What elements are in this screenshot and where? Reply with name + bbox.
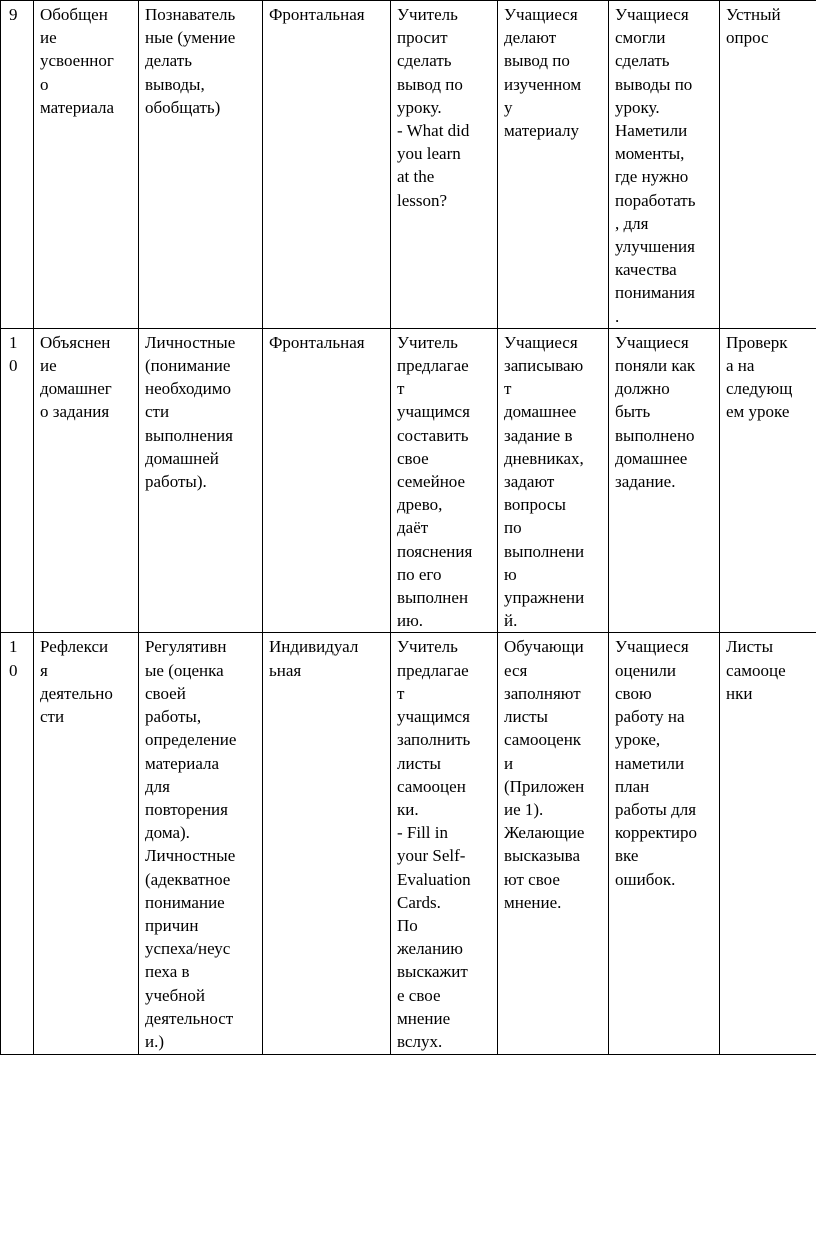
- cell-text-line: листы: [504, 707, 548, 727]
- cell-text-line: сделать: [615, 51, 670, 71]
- cell-text-line: вывод по: [504, 51, 570, 71]
- cell-text-line: й.: [504, 611, 518, 631]
- cell-text-line: your Self-: [397, 846, 466, 866]
- cell-text-line: материала: [145, 753, 220, 773]
- cell-text-line: По: [397, 915, 418, 935]
- cell-text-line: задание.: [615, 472, 676, 492]
- cell-text-line: понимание: [145, 892, 225, 912]
- cell-text-line: предлагае: [397, 660, 469, 680]
- cell-text-line: дома).: [145, 823, 190, 843]
- cell-text-line: Обобщен: [40, 5, 108, 24]
- cell-text-line: ьная: [269, 660, 302, 680]
- teacher-activity-cell: [391, 1, 498, 329]
- cell-text-line: 9: [9, 5, 18, 24]
- cell-text-line: быть: [615, 402, 651, 422]
- cell-text-line: т: [397, 683, 405, 703]
- cell-text-line: упражнени: [504, 588, 585, 608]
- cell-text-line: план: [615, 776, 650, 796]
- cell-text-line: по: [504, 518, 522, 538]
- cell-text-line: - What did: [397, 121, 470, 141]
- cell-text-line: о: [40, 74, 49, 94]
- cell-text-line: Желающие: [504, 823, 585, 843]
- cell-text-line: вывод по: [397, 74, 463, 94]
- cell-text-line: ем уроке: [726, 402, 790, 422]
- cell-text-line: вслух.: [397, 1031, 443, 1051]
- cell-text-line: Учащиеся: [504, 332, 578, 352]
- cell-text-line: домашнее: [504, 402, 577, 422]
- cell-text-line: ют свое: [504, 869, 560, 889]
- cell-text-line: дневниках,: [504, 448, 584, 468]
- cell-text-line: работы,: [145, 707, 202, 727]
- cell-text-line: выводы,: [145, 74, 205, 94]
- cell-text-line: Рефлекси: [40, 637, 109, 657]
- cell-text-line: Познаватель: [145, 5, 236, 24]
- cell-text-line: выскажит: [397, 962, 468, 982]
- cell-text-line: - Fill in: [397, 823, 449, 843]
- cell-text-line: ые (оценка: [145, 660, 224, 680]
- cell-text-line: деятельност: [145, 1008, 234, 1028]
- cell-text-line: наметили: [615, 753, 685, 773]
- row-number-cell: [1, 1, 34, 329]
- cell-text-line: успеха/неус: [145, 939, 231, 959]
- cell-text-line: выполнен: [397, 588, 469, 608]
- cell-text-line: сти: [40, 707, 65, 727]
- cell-text-line: заполняют: [504, 683, 581, 703]
- cell-text-line: выполнено: [615, 425, 695, 445]
- cell-text-line: мнение.: [504, 892, 562, 912]
- cell-text-line: Регулятивн: [145, 637, 227, 657]
- cell-text-line: 0: [9, 356, 18, 376]
- cell-text-line: домашнее: [615, 448, 688, 468]
- cell-text-line: lesson?: [397, 190, 448, 210]
- cell-text-line: предлагае: [397, 356, 469, 376]
- cell-text-line: своей: [145, 683, 186, 703]
- cell-text-line: корректиро: [615, 823, 698, 843]
- cell-text-line: задают: [504, 472, 555, 492]
- cell-text-line: е свое: [397, 985, 441, 1005]
- cell-text-line: ю: [504, 564, 517, 584]
- cell-text-line: записываю: [504, 356, 584, 376]
- student-activity-cell: [498, 1, 609, 329]
- cell-text-line: уроку.: [615, 97, 660, 117]
- cell-text-line: материалу: [504, 121, 579, 141]
- control-cell: [720, 328, 816, 633]
- cell-text-line: где нужно: [615, 167, 689, 187]
- cell-text-line: Учитель: [397, 5, 458, 24]
- uud-cell: [139, 328, 263, 633]
- cell-text-line: обобщать): [145, 97, 221, 117]
- cell-text-line: семейное: [397, 472, 466, 492]
- cell-text-line: Учитель: [397, 637, 458, 657]
- cell-text-line: уроку.: [397, 97, 442, 117]
- cell-text-line: 0: [9, 660, 18, 680]
- cell-text-line: , для: [615, 213, 649, 233]
- teacher-activity-cell: [391, 633, 498, 1055]
- cell-text-line: у: [504, 97, 513, 117]
- cell-text-line: свое: [397, 448, 429, 468]
- cell-text-line: поработать: [615, 190, 696, 210]
- cell-text-line: домашней: [145, 448, 219, 468]
- cell-text-line: и: [504, 753, 514, 773]
- cell-text-line: Учитель: [397, 332, 458, 352]
- cell-text-line: выводы по: [615, 74, 693, 94]
- cell-text-line: нки: [726, 683, 753, 703]
- cell-text-line: о задания: [40, 402, 110, 422]
- cell-text-line: Наметили: [615, 121, 688, 141]
- table-row: [1, 633, 816, 1055]
- cell-text-line: Проверк: [726, 332, 788, 352]
- cell-text-line: учащимся: [397, 402, 470, 422]
- cell-text-line: материала: [40, 97, 115, 117]
- cell-text-line: мнение: [397, 1008, 451, 1028]
- cell-text-line: Фронтальная: [269, 332, 365, 352]
- cell-text-line: (Приложен: [504, 776, 585, 796]
- cell-text-line: работу на: [615, 707, 685, 727]
- cell-text-line: для: [145, 776, 170, 796]
- cell-text-line: следующ: [726, 379, 793, 399]
- cell-text-line: (понимание: [145, 356, 231, 376]
- cell-text-line: Обучающи: [504, 637, 584, 657]
- cell-text-line: сделать: [397, 51, 452, 71]
- uud-cell: [139, 1, 263, 329]
- cell-text-line: .: [615, 306, 620, 326]
- cell-text-line: самооце: [726, 660, 786, 680]
- cell-text-line: самооцен: [397, 776, 466, 796]
- cell-text-line: повторения: [145, 799, 228, 819]
- cell-text-line: Фронтальная: [269, 5, 365, 24]
- cell-text-line: определение: [145, 730, 237, 750]
- cell-text-line: уроке,: [615, 730, 661, 750]
- cell-text-line: ки.: [397, 799, 419, 819]
- cell-text-line: работы для: [615, 799, 697, 819]
- cell-text-line: Индивидуал: [269, 637, 359, 657]
- cell-text-line: ие: [40, 28, 57, 48]
- cell-text-line: моменты,: [615, 144, 685, 164]
- cell-text-line: качества: [615, 260, 677, 280]
- cell-text-line: т: [504, 379, 512, 399]
- cell-text-line: ию.: [397, 611, 424, 631]
- cell-text-line: желанию: [397, 939, 463, 959]
- work-form-cell: [263, 633, 391, 1055]
- stage-cell: [34, 633, 139, 1055]
- cell-text-line: улучшения: [615, 237, 695, 257]
- cell-text-line: поняли как: [615, 356, 696, 376]
- cell-text-line: Учащиеся: [504, 5, 578, 24]
- cell-text-line: и.): [145, 1031, 165, 1051]
- student-activity-cell: [498, 328, 609, 633]
- cell-text-line: вопросы: [504, 495, 566, 515]
- cell-text-line: даёт: [397, 518, 429, 538]
- cell-text-line: вке: [615, 846, 639, 866]
- uud-cell: [139, 633, 263, 1055]
- cell-text-line: выполнени: [504, 541, 585, 561]
- cell-text-line: 1: [9, 637, 18, 657]
- cell-text-line: Учащиеся: [615, 332, 689, 352]
- cell-text-line: делать: [145, 51, 192, 71]
- cell-text-line: ие 1).: [504, 799, 544, 819]
- cell-text-line: смогли: [615, 28, 666, 48]
- cell-text-line: должно: [615, 379, 670, 399]
- cell-text-line: учащимся: [397, 707, 470, 727]
- cell-text-line: 1: [9, 332, 18, 352]
- cell-text-line: изученном: [504, 74, 582, 94]
- cell-text-line: оценили: [615, 660, 676, 680]
- cell-text-line: просит: [397, 28, 448, 48]
- cell-text-line: Учащиеся: [615, 5, 689, 24]
- cell-text-line: выполнения: [145, 425, 233, 445]
- result-cell: [609, 1, 720, 329]
- cell-text-line: Листы: [726, 637, 774, 657]
- cell-text-line: заполнить: [397, 730, 471, 750]
- cell-text-line: Cards.: [397, 892, 441, 912]
- cell-text-line: деятельно: [40, 683, 113, 703]
- cell-text-line: по его: [397, 564, 442, 584]
- cell-text-line: свою: [615, 683, 652, 703]
- cell-text-line: домашнег: [40, 379, 112, 399]
- cell-text-line: составить: [397, 425, 469, 445]
- cell-text-line: ошибок.: [615, 869, 676, 889]
- cell-text-line: работы).: [145, 472, 207, 492]
- cell-text-line: at the: [397, 167, 435, 187]
- row-number-cell: [1, 328, 34, 633]
- table-row: [1, 1, 816, 329]
- cell-text-line: Учащиеся: [615, 637, 689, 657]
- stage-cell: [34, 1, 139, 329]
- cell-text-line: самооценк: [504, 730, 582, 750]
- student-activity-cell: [498, 633, 609, 1055]
- cell-text-line: задание в: [504, 425, 573, 445]
- cell-text-line: you learn: [397, 144, 461, 164]
- cell-text-line: Личностные: [145, 846, 236, 866]
- cell-text-line: сти: [145, 402, 170, 422]
- cell-text-line: а на: [726, 356, 755, 376]
- cell-text-line: ные (умение: [145, 28, 236, 48]
- cell-text-line: Evaluation: [397, 869, 471, 889]
- control-cell: [720, 633, 816, 1055]
- cell-text-line: учебной: [145, 985, 205, 1005]
- control-cell: [720, 1, 816, 329]
- cell-text-line: ие: [40, 356, 57, 376]
- result-cell: [609, 328, 720, 633]
- cell-text-line: высказыва: [504, 846, 581, 866]
- cell-text-line: пеха в: [145, 962, 190, 982]
- cell-text-line: я: [40, 660, 48, 680]
- cell-text-line: Устный: [726, 5, 781, 24]
- cell-text-line: (адекватное: [145, 869, 231, 889]
- cell-text-line: причин: [145, 915, 199, 935]
- teacher-activity-cell: [391, 328, 498, 633]
- table-row: [1, 328, 816, 633]
- cell-text-line: еся: [504, 660, 528, 680]
- cell-text-line: пояснения: [397, 541, 473, 561]
- stage-cell: [34, 328, 139, 633]
- cell-text-line: т: [397, 379, 405, 399]
- cell-text-line: древо,: [397, 495, 443, 515]
- cell-text-line: необходимо: [145, 379, 232, 399]
- cell-text-line: опрос: [726, 28, 769, 48]
- result-cell: [609, 633, 720, 1055]
- work-form-cell: [263, 328, 391, 633]
- row-number-cell: [1, 633, 34, 1055]
- work-form-cell: [263, 1, 391, 329]
- cell-text-line: Личностные: [145, 332, 236, 352]
- cell-text-line: делают: [504, 28, 557, 48]
- cell-text-line: Объяснен: [40, 332, 111, 352]
- cell-text-line: понимания: [615, 283, 695, 303]
- cell-text-line: усвоенног: [40, 51, 114, 71]
- cell-text-line: листы: [397, 753, 441, 773]
